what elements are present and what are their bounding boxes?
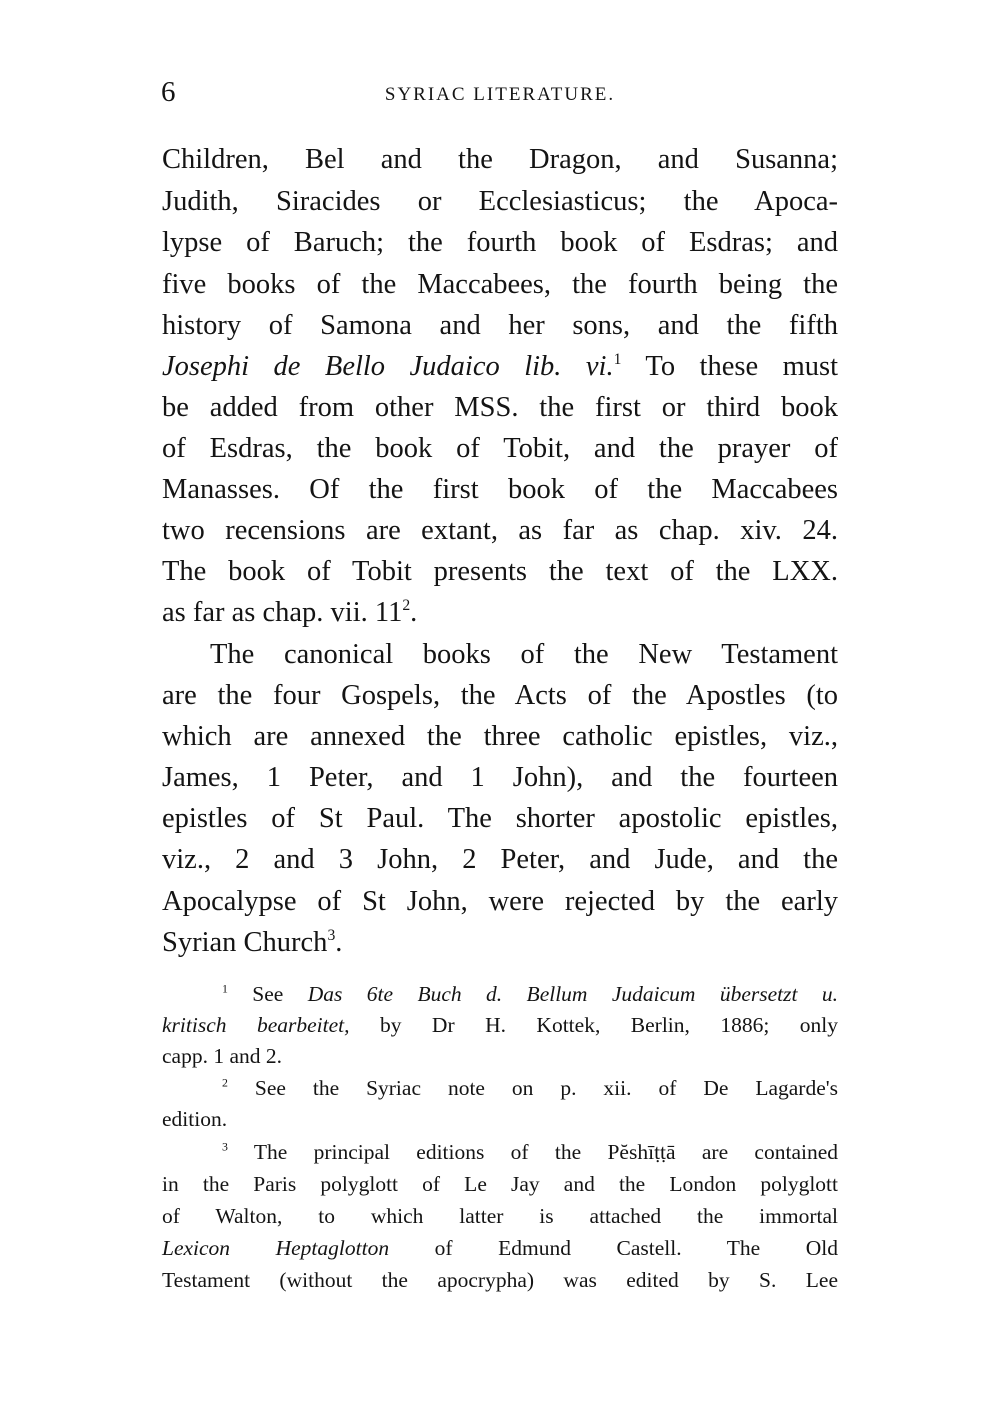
running-title: SYRIAC LITERATURE.	[384, 84, 616, 105]
footnote-line	[162, 1011, 838, 1039]
italic-text: Das 6te Buch d. Bellum Judaicum übersetzt u.	[307, 982, 838, 1006]
footnote-line	[162, 1266, 838, 1294]
footnote-marker: 3	[222, 1139, 228, 1154]
text-run: by Dr H. Kottek, Berlin, 1886; only	[349, 1013, 839, 1037]
text-run: Testament (without the apocrypha) was edited by S. Lee	[162, 1268, 838, 1292]
text-run: To these must	[621, 351, 839, 382]
text-run: .	[410, 597, 418, 628]
text-run: of Edmund Castell. The Old	[389, 1236, 838, 1260]
body-line	[162, 225, 838, 261]
body-line	[162, 678, 838, 714]
text-run: epistles of St Paul. The shorter apostolic epistles,	[162, 803, 838, 834]
text-run: Syrian Church	[162, 927, 328, 958]
footnote-line	[222, 1138, 838, 1166]
body-line	[162, 431, 838, 467]
text-run: The principal editions of the Pĕshīṭṭā are contained	[227, 1140, 838, 1164]
body-line	[162, 554, 838, 590]
body-line	[162, 884, 838, 920]
text-run: are the four Gospels, the Acts of the Apostles (to	[162, 680, 838, 711]
text-run: five books of the Maccabees, the fourth being the	[162, 269, 838, 300]
body-line	[162, 842, 838, 878]
footnote-marker: 1	[222, 981, 228, 996]
text-run: of Walton, to which latter is attached the immortal	[162, 1204, 838, 1228]
text-run: See the Syriac note on p. xii. of De Lagarde's	[227, 1076, 838, 1100]
italic-text: kritisch bearbeitet,	[162, 1013, 350, 1037]
footnote-marker: 1	[613, 351, 622, 369]
italic-text: Josephi de Bello Judaico lib. vi.	[162, 351, 614, 382]
text-run: lypse of Baruch; the fourth book of Esdras; and	[162, 227, 838, 258]
body-line	[210, 637, 838, 673]
text-run: history of Samona and her sons, and the fifth	[162, 310, 838, 341]
text-run: .	[335, 927, 343, 958]
footnote-marker: 3	[327, 927, 336, 945]
body-line	[162, 925, 838, 961]
text-run: as far as chap. vii. 11	[162, 597, 403, 628]
text-run: The canonical books of the New Testament	[210, 639, 838, 670]
text-run: Apocalypse of St John, were rejected by the early	[162, 886, 838, 917]
body-line	[162, 390, 838, 426]
body-line	[162, 349, 838, 385]
footnote-line	[222, 1074, 838, 1102]
footnote-line	[162, 1105, 838, 1133]
footnote-marker: 2	[222, 1075, 228, 1090]
footnote-marker: 2	[402, 597, 411, 615]
text-run: Children, Bel and the Dragon, and Susanna;	[162, 144, 838, 175]
body-line	[162, 801, 838, 837]
text-run: which are annexed the three catholic epistles, viz.,	[162, 721, 838, 752]
body-line	[162, 513, 838, 549]
text-run: of Esdras, the book of Tobit, and the prayer of	[162, 433, 838, 464]
body-line	[162, 142, 838, 178]
text-run: edition.	[162, 1107, 228, 1131]
footnote-line	[162, 1202, 838, 1230]
text-run: be added from other MSS. the first or third book	[162, 392, 838, 423]
body-line	[162, 184, 838, 220]
body-line	[162, 719, 838, 755]
page-number: 6	[161, 76, 176, 108]
footnote-line	[222, 980, 838, 1008]
body-line	[162, 308, 838, 344]
text-run: See	[227, 982, 308, 1006]
text-run: viz., 2 and 3 John, 2 Peter, and Jude, and the	[162, 844, 838, 875]
italic-text: Lexicon Heptaglotton	[162, 1236, 390, 1260]
footnote-line	[162, 1234, 838, 1262]
body-line	[162, 760, 838, 796]
text-run: capp. 1 and 2.	[162, 1044, 283, 1068]
text-run: two recensions are extant, as far as chap. xiv. 24.	[162, 515, 838, 546]
text-run: James, 1 Peter, and 1 John), and the fourteen	[162, 762, 838, 793]
footnote-line	[162, 1042, 838, 1070]
text-run: The book of Tobit presents the text of the LXX.	[162, 556, 838, 587]
body-line	[162, 472, 838, 508]
body-line	[162, 595, 838, 631]
text-run: in the Paris polyglott of Le Jay and the London polyglott	[162, 1172, 838, 1196]
body-line	[162, 267, 838, 303]
text-run: Judith, Siracides or Ecclesiasticus; the Apoca-	[162, 186, 838, 217]
footnote-line	[162, 1170, 838, 1198]
text-run: Manasses. Of the first book of the Maccabees	[162, 474, 838, 505]
